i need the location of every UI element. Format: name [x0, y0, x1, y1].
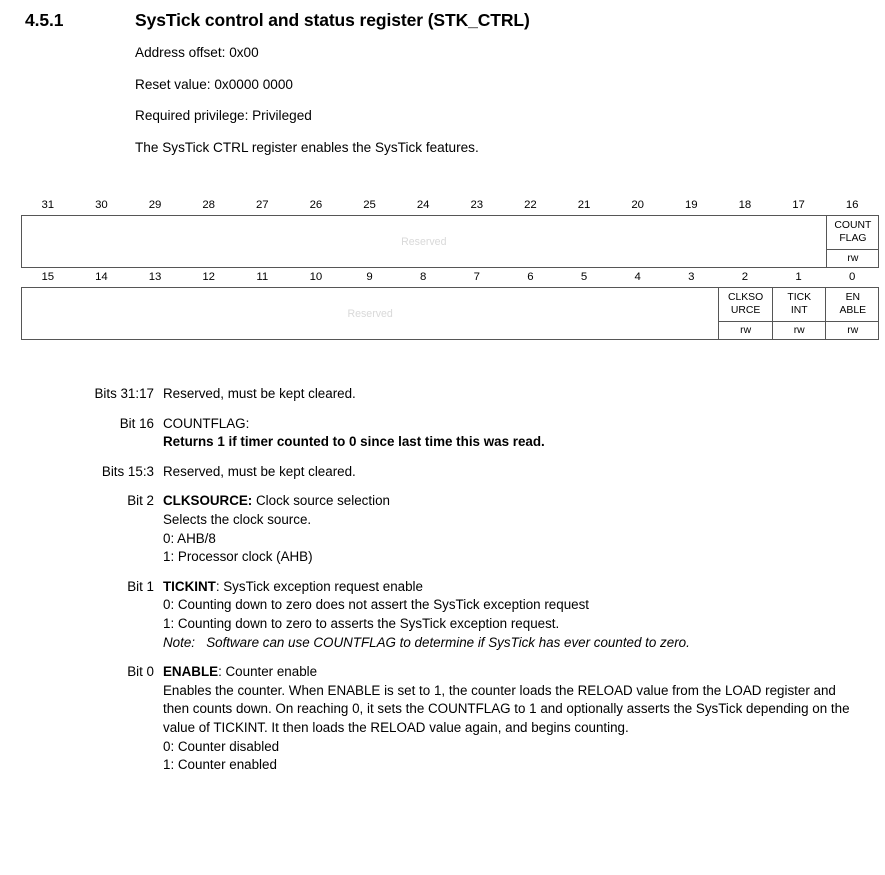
field-title: COUNTFLAG: [163, 415, 250, 431]
bit-number: 26 [309, 199, 323, 211]
bit-description-body [163, 578, 885, 652]
bit-number: 28 [202, 199, 216, 211]
address-offset-line: Address offset: 0x00 [135, 45, 259, 60]
bit-number: 15 [41, 271, 55, 283]
bit-description-bits-31-17 [0, 385, 885, 404]
description-line: Reserved, must be kept cleared. [163, 463, 356, 479]
bit-description-bit-2 [0, 492, 885, 566]
bit-number: 14 [95, 271, 108, 283]
bit-description-bit-16 [0, 415, 885, 452]
register-intro [135, 44, 865, 170]
section-number: 4.5.1 [25, 10, 64, 30]
description-line: 1: Counting down to zero to asserts the SysTick exception request. [163, 615, 560, 631]
bit-description-body [163, 415, 885, 452]
bit-description-list [0, 385, 885, 786]
bit-number: 2 [741, 271, 749, 283]
register-summary-line: The SysTick CTRL register enables the SysTick features. [135, 139, 479, 155]
required-privilege-line: Required privilege: Privileged [135, 108, 312, 123]
bit-range-label: Bit 2 [127, 493, 154, 509]
bit-number: 8 [420, 271, 427, 283]
field-name-line2: URCE [730, 304, 761, 316]
field-access-countflag: rw [847, 253, 859, 264]
field-title [163, 492, 860, 511]
bit-range-label: Bit 16 [119, 415, 154, 431]
field-name-line2: FLAG [839, 232, 867, 244]
field-title-suffix: : Counter enable [218, 664, 318, 680]
bit-number: 21 [577, 199, 591, 211]
field-name-tickint [773, 288, 826, 322]
bit-range-label: Bits 31:17 [94, 386, 154, 401]
bit-number: 10 [309, 271, 323, 283]
bit-number: 4 [634, 271, 641, 283]
bit-number: 29 [148, 199, 162, 211]
field-name-line1: EN [845, 292, 860, 303]
bit-number: 3 [688, 271, 695, 283]
field-access-clksource: rw [740, 325, 752, 336]
bit-range-label: Bits 15:3 [101, 463, 154, 479]
description-paragraph: Enables the counter. When ENABLE is set to 1, the counter loads the RELOAD value from the LOAD register and then counts down. On reaching 0, it sets the COUNTFLAG to 1 and optionally asserts the SysTick depending on the value of TICKINT. It then loads the RELOAD value again, and begins counting. [163, 682, 850, 735]
description-line: 0: Counting down to zero does not assert the SysTick exception request [163, 597, 590, 613]
field-name-line2: ABLE [839, 304, 867, 316]
page-title: SysTick control and status register (STK_CTRL) [135, 10, 530, 30]
bit-number: 9 [366, 271, 373, 283]
bit-number: 22 [524, 199, 537, 211]
bit-number: 11 [256, 271, 269, 283]
bit-range-label: Bit 0 [127, 664, 154, 680]
field-tickint [772, 288, 826, 339]
bit-number: 19 [684, 199, 698, 211]
field-name-bold: ENABLE [163, 664, 219, 680]
bit-description-bit-0 [0, 663, 885, 775]
field-name-line1: TICK [787, 292, 812, 303]
bit-description-bit-1 [0, 578, 885, 652]
description-line-bold [163, 433, 860, 452]
field-access-enable: rw [847, 325, 859, 336]
bit-number: 12 [202, 271, 216, 283]
field-title-suffix: : SysTick exception request enable [215, 578, 423, 594]
bit-description-body [163, 663, 885, 775]
field-title-suffix: Clock source selection [252, 493, 390, 509]
bit-number: 25 [363, 199, 376, 211]
bit-description-body [163, 463, 885, 482]
field-title [163, 578, 860, 597]
register-row-lower [21, 287, 879, 340]
note-label: Note: [163, 634, 196, 650]
field-name-bold: TICKINT [163, 578, 216, 594]
bit-number: 18 [738, 199, 752, 211]
description-line: 0: AHB/8 [163, 530, 216, 546]
bit-number: 30 [95, 199, 108, 211]
reset-value-line: Reset value: 0x0000 0000 [135, 76, 293, 92]
bit-number: 23 [470, 199, 484, 211]
field-name-enable [826, 288, 879, 322]
description-line: 1: Counter enabled [163, 757, 277, 773]
register-bitfield-table [21, 196, 879, 340]
note-line [163, 634, 860, 653]
bit-number-row-lower [21, 268, 879, 287]
field-name-line1: CLKSO [727, 292, 764, 303]
description-line: 1: Processor clock (AHB) [163, 549, 313, 565]
register-row-upper [21, 215, 879, 268]
field-name-line1: COUNT [834, 220, 872, 231]
bit-number: 7 [473, 271, 480, 283]
section-heading [25, 10, 530, 31]
bit-description-bits-15-3 [0, 463, 885, 482]
note-text: Software can use COUNTFLAG to determine if SysTick has ever counted to zero. [206, 634, 690, 650]
bit-description-body [163, 492, 885, 566]
bit-number: 1 [795, 271, 802, 283]
bit-number: 31 [41, 199, 55, 211]
bit-number: 13 [148, 271, 162, 283]
field-clksource [718, 288, 772, 339]
bit-number-row-upper [21, 196, 879, 215]
bit-description-body [163, 385, 885, 404]
bit-number: 27 [255, 199, 269, 211]
reserved-field-cell: Reserved [347, 307, 393, 320]
field-name-line2: INT [790, 304, 808, 316]
bit-number: 0 [849, 271, 856, 283]
bold-text: Returns 1 if timer counted to 0 since last time this was read. [163, 434, 545, 450]
description-line: Selects the clock source. [163, 511, 312, 527]
field-countflag [826, 216, 880, 267]
field-name-clksource [719, 288, 772, 322]
field-enable [825, 288, 879, 339]
description-line: Reserved, must be kept cleared. [163, 386, 356, 401]
field-access-tickint: rw [793, 325, 805, 336]
bit-number: 6 [527, 271, 534, 283]
bit-number: 16 [845, 199, 859, 211]
reserved-field-cell: Reserved [401, 235, 447, 248]
bit-number: 17 [792, 199, 805, 211]
bit-number: 20 [631, 199, 645, 211]
bit-number: 5 [580, 271, 588, 283]
field-name-bold: CLKSOURCE: [163, 493, 253, 509]
bit-range-label: Bit 1 [127, 578, 154, 594]
description-line: 0: Counter disabled [163, 738, 280, 754]
field-name-countflag [827, 216, 880, 250]
bit-number: 24 [416, 199, 430, 211]
field-title [163, 663, 860, 682]
